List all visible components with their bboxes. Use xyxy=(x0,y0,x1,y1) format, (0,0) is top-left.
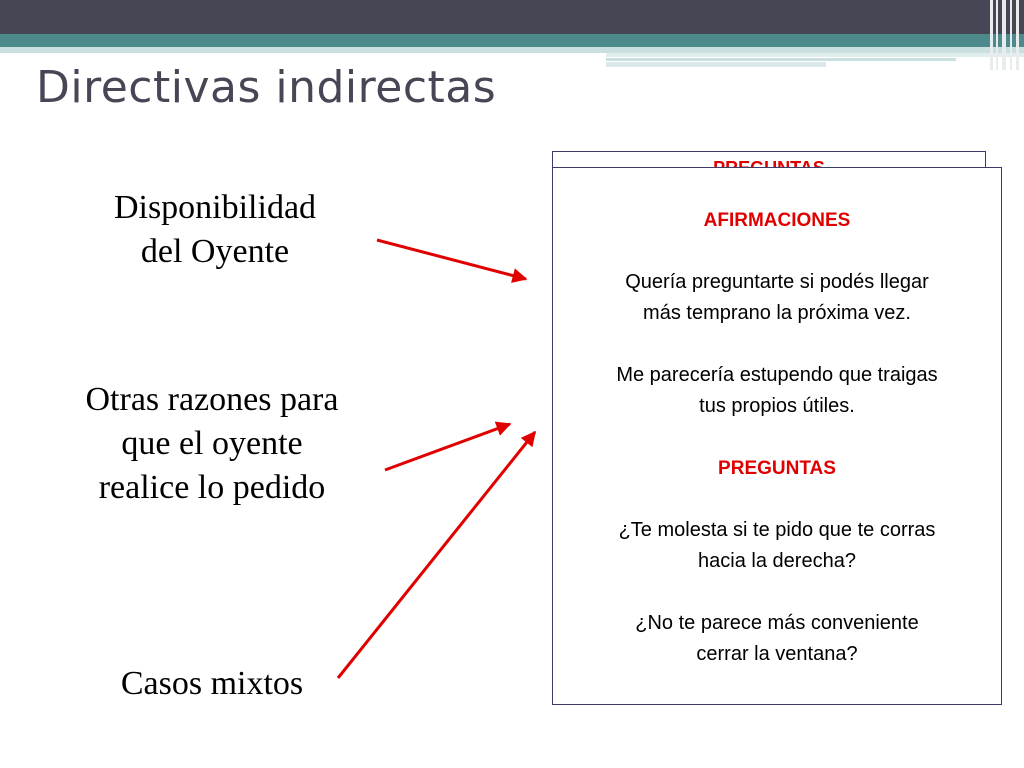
preguntas-heading: PREGUNTAS xyxy=(718,458,836,479)
example-line: Me parecería estupendo que traigas xyxy=(616,364,938,386)
example-line: hacia la derecha? xyxy=(698,550,856,572)
afirmaciones-heading: AFIRMACIONES xyxy=(703,210,851,231)
example-line: ¿Te molesta si te pido que te corras xyxy=(618,519,936,541)
left-item-line: Otras razones para xyxy=(85,381,339,418)
arrow-disponibilidad xyxy=(377,240,526,279)
example-line: más temprano la próxima vez. xyxy=(643,302,911,324)
example-line: Quería preguntarte si podés llegar xyxy=(625,271,929,293)
slide-title: Directivas indirectas xyxy=(36,62,497,113)
example-line: tus propios útiles. xyxy=(699,395,855,417)
arrow-otras-razones xyxy=(385,424,510,470)
left-item-line: Disponibilidad xyxy=(113,189,317,226)
left-item-line: Casos mixtos xyxy=(120,665,304,702)
left-item-line: que el oyente xyxy=(121,425,303,462)
left-item-line: del Oyente xyxy=(140,233,290,270)
example-line: cerrar la ventana? xyxy=(696,643,858,665)
arrow-casos-mixtos xyxy=(338,432,535,678)
left-item-line: realice lo pedido xyxy=(98,469,326,506)
example-line: ¿No te parece más conveniente xyxy=(635,612,919,634)
